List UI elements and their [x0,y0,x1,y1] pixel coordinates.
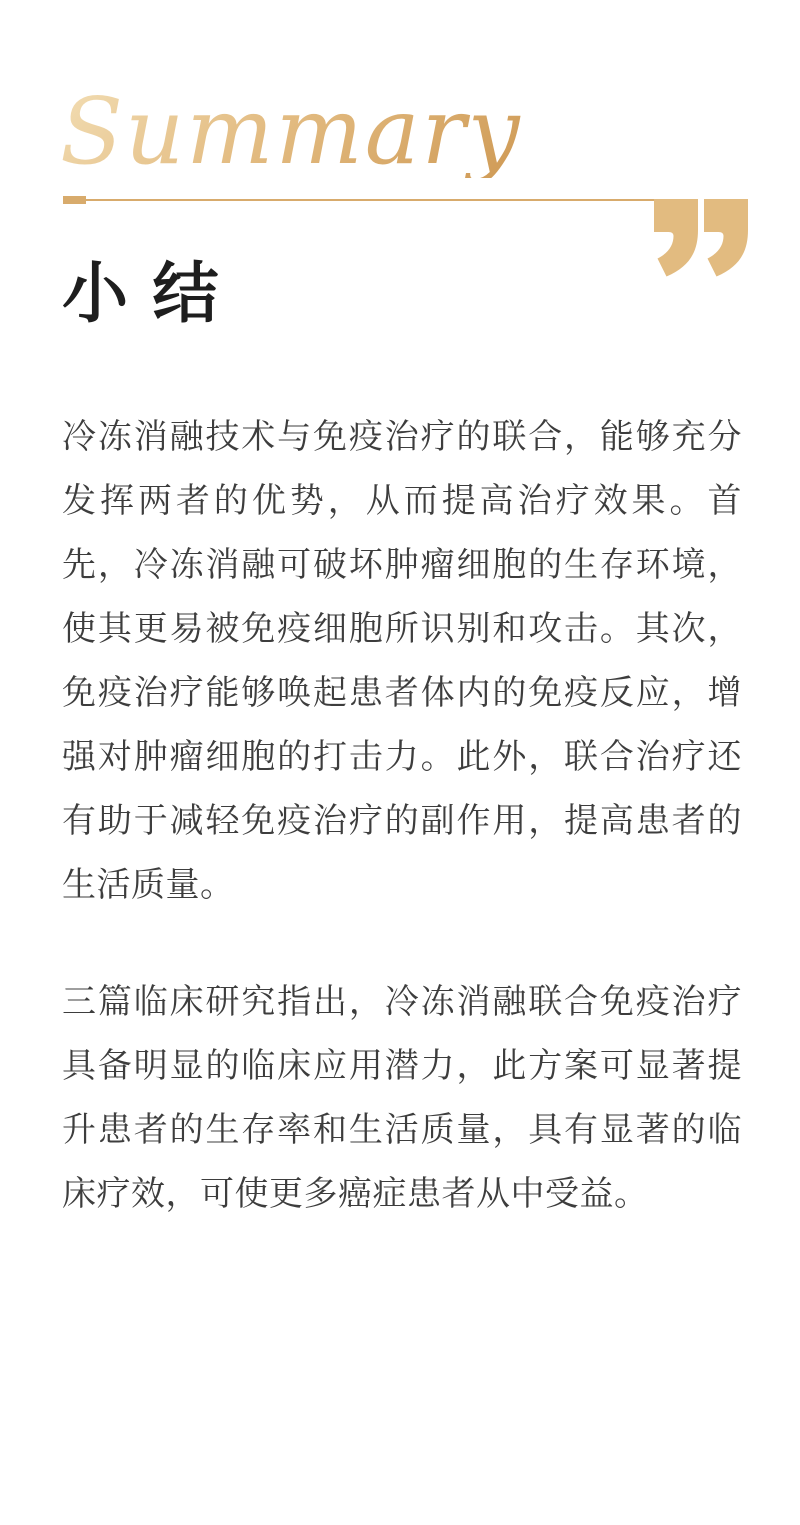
closing-double-quote-icon [654,199,748,277]
script-title: Summary [60,78,522,185]
divider-thick-segment [63,196,86,204]
paragraph-2: 三篇临床研究指出，冷冻消融联合免疫治疗具备明显的临床应用潜力，此方案可显著提升患者的生存率和生活质量，具有显著的临床疗效，可使更多癌症患者从中受益。 [62,983,742,1213]
divider-line [63,194,655,206]
page-title: 小 结 [62,258,223,332]
summary-body [62,405,742,1279]
paragraph-1: 冷冻消融技术与免疫治疗的联合，能够充分发挥两者的优势，从而提高治疗效果。首先，冷冻消融可破坏肿瘤细胞的生存环境，使其更易被免疫细胞所识别和攻击。其次，免疫治疗能够唤起患者体内的免疫反应，增强对肿瘤细胞的打击力。此外，联合治疗还有助于减轻免疫治疗的副作用，提高患者的生活质量。 [62,418,742,904]
divider-thin-segment [86,199,655,201]
